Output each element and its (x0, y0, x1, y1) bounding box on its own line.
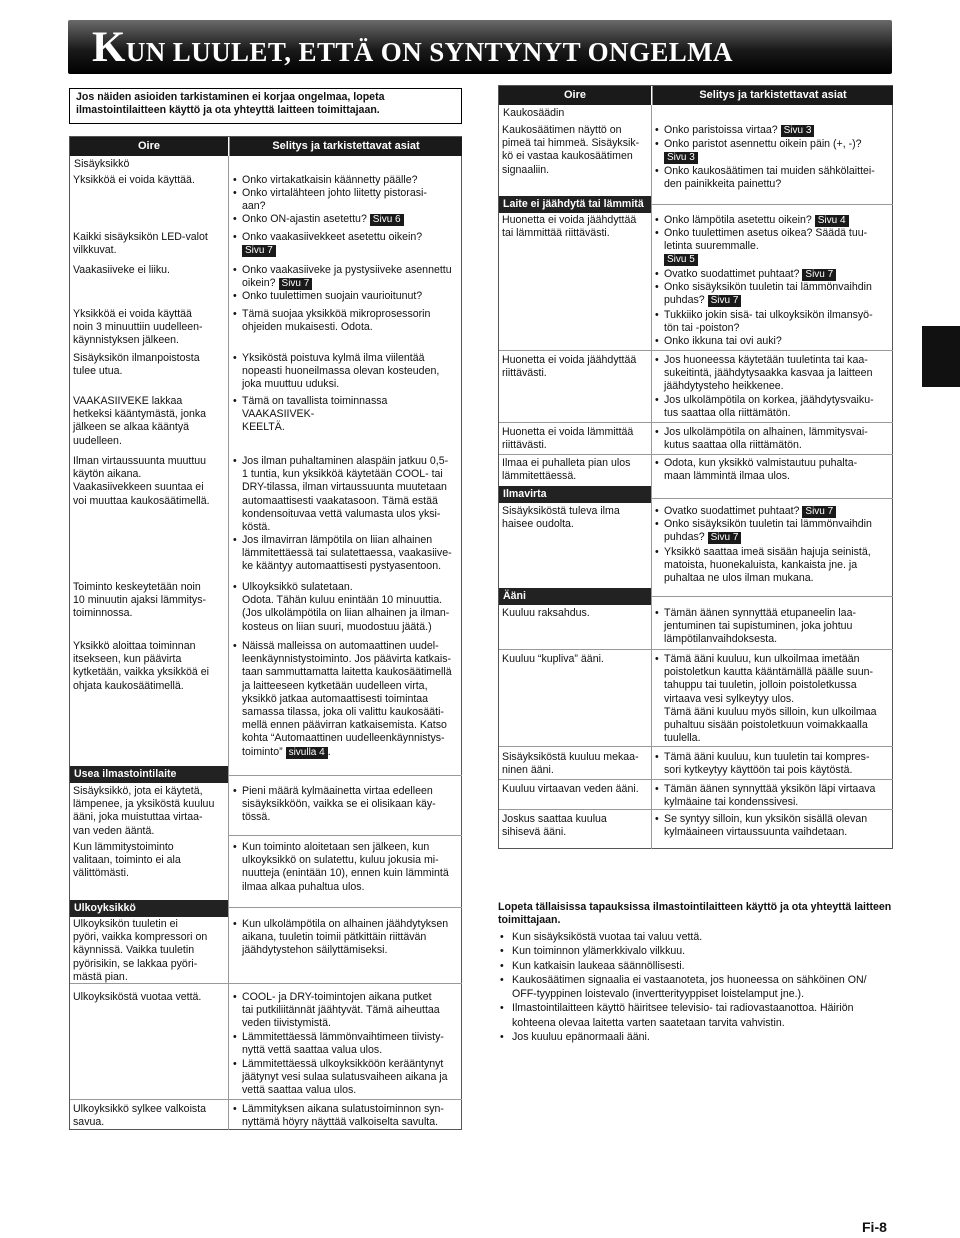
explanation: • Tämän äänen synnyttää etupaneelin laa- jentuminen tai supistuminen, joka johtuu lämpötilanvaihdoksesta. (654, 607, 856, 647)
explanation: • Onko sisäyksikön tuuletin tai lämmönvaihdin puhdas? Sivu 7 (654, 518, 872, 544)
symptom: Ulkoyksikön tuuletin ei pyöri, vaikka kompressori on käynnissä. Vaikka tuuletin pyörisikin, se lakkaa pyöri- mästä pian. (73, 918, 208, 983)
symptom: Sisäyksiköstä tuleva ilma haisee oudolta. (502, 505, 620, 531)
explanation: • Jos ulkolämpötila on korkea, jäähdytysvaiku- tus saattaa olla riittämätön. (654, 394, 874, 420)
explanation: • Jos ulkolämpötila on alhainen, lämmitysvai- kutus saattaa olla riittämätön. (654, 426, 868, 452)
list-item: • Kun katkaisin laukeaa säännöllisesti. (498, 959, 893, 973)
explanation: • Tukkiiko jokin sisä- tai ulkoyksikön ilmansyö- tön tai -poiston? (654, 309, 873, 335)
list-item: • Kun toiminnon ylämerkkivalo vilkkuu. (498, 944, 893, 958)
explanation: • Onko ikkuna tai ovi auki? (654, 335, 782, 348)
symptom: Ilman virtaussuunta muuttuu käytön aikana. Vaakasiivekkeen suuntaa ei voi muuttaa kaukosäätimellä. (73, 455, 210, 507)
page-ref: Sivu 7 (708, 532, 742, 544)
col-header-explanation: Selitys ja tarkistettavat asiat (229, 137, 462, 156)
explanation: • Lämmitettäessä lämmönvaihtimeen tiivisty- nyttä vettä saattaa valua ulos. (232, 1031, 444, 1057)
list-item: • Ilmastointilaitteen käyttö häiritsee televisio- tai radiovastaanottoa. Häiriön kohteena olevaa laitetta varten saatetaan tarvita vahvistin. (498, 1001, 893, 1030)
explanation: • Onko vaakasiiveke ja pystysiiveke asennettu oikein? Sivu 7 (232, 264, 452, 290)
col-header-symptom: Oire (499, 86, 651, 105)
symptom: Vaakasiiveke ei liiku. (73, 264, 170, 276)
symptom: Sisäyksikön ilmanpoistosta tulee utua. (73, 352, 200, 378)
symptom: Joskus saattaa kuulua sihisevä ääni. (502, 813, 607, 839)
symptom: Kaukosäätimen näyttö on pimeä tai himmeä. Sisäyksik- kö ei vastaa kaukosäätimen signaaliin. (502, 124, 640, 176)
explanation: • Onko tuulettimen suojain vaurioitunut? (232, 290, 422, 303)
explanation: • Yksiköstä poistuva kylmä ilma viilentää nopeasti huoneilmassa olevan kosteuden, joka muuttuu uduksi. (232, 352, 439, 392)
explanation: • Onko tuulettimen asetus oikea? Säädä tuu- letinta suuremmalle. Sivu 5 (654, 227, 867, 267)
explanation: • Tämä suojaa yksikköä mikroprosessorin ohjeiden mukaisesti. Odota. (232, 308, 430, 334)
symptom: VAAKASIIVEKE lakkaa hetkeksi kääntymästä, jonka jälkeen se alkaa kääntyä uudelleen. (73, 395, 207, 447)
stop-use-list (498, 930, 893, 1044)
list-item: • Jos kuuluu epänormaali ääni. (498, 1030, 893, 1044)
explanation: • Jos ilmavirran lämpötila on liian alhainen lämmitettäessä tai sulatettaessa, vaakasiive- ke kääntyy automaattisesti pystyasentoon. (232, 534, 452, 574)
explanation: • Onko vaakasiivekkeet asetettu oikein? Sivu 7 (232, 231, 422, 257)
explanation: • Tämä ääni kuuluu, kun ulkoilmaa imetään poistoletkun kautta kääntämällä päälle suun- tahuppu tai tuuletin, jolloin poistoletkussa virtaava vesi sylkeytyy ulos. (654, 653, 873, 706)
symptom: Kaikki sisäyksikön LED-valot vilkkuvat. (73, 231, 208, 257)
page-ref: sivulla 4 (286, 747, 328, 759)
section-outdoor-unit: Ulkoyksikkö (70, 900, 228, 917)
list-item: • Kaukosäätimen signaalia ei vastaanoteta, jos huoneessa on sähköinen ON/ OFF-tyyppinen loistevalo (invertterityyppiset loistelamput jne.). (498, 973, 893, 1002)
symptom: Kuuluu virtaavan veden ääni. (502, 783, 639, 795)
page-ref: Sivu 3 (664, 152, 698, 164)
intro-note: Jos näiden asioiden tarkistaminen ei korjaa ongelmaa, lopeta ilmastointilaitteen käyttö ja ota yhteyttä laitteen toimittajaan. (69, 88, 462, 124)
explanation: • Tämä on tavallista toiminnassa VAAKASIIVEK- KEELTÄ. (232, 395, 461, 435)
right-troubleshooting-table (498, 85, 893, 849)
symptom: Sisäyksikkö, jota ei käytetä, lämpenee, ja yksiköstä kuuluu ääni, joka muistuttaa virtaa- van veden ääntä. (73, 785, 215, 837)
explanation: • Onko paristoissa virtaa? Sivu 3 (654, 124, 814, 137)
explanation: • Kun toiminto aloitetaan sen jälkeen, kun ulkoyksikkö on sulatettu, kuluu jokusia mi- nuutteja (enintään 10), ennen kuin lämmintä ilmaa alkaa puhaltua ulos. (232, 841, 449, 894)
page-number: Fi-8 (862, 1219, 887, 1235)
page-ref: Sivu 7 (802, 506, 836, 518)
section-not-cooling: Laite ei jäähdytä tai lämmitä (499, 196, 651, 213)
symptom: Huonetta ei voida jäähdyttää riittävästi. (502, 354, 637, 380)
left-troubleshooting-table (69, 136, 462, 1130)
explanation: • Jos huoneessa käytetään tuuletinta tai kaa- sukeitintä, jäähdytysaakka kasvaa ja laitteen jäähdytysteho heikkenee. (654, 354, 872, 394)
section-indoor-unit: Sisäyksikkö (70, 156, 228, 173)
explanation: • Onko virtalähteen johto liitetty pistorasi- aan? (232, 187, 427, 213)
symptom: Yksikköä ei voida käyttää. (73, 174, 195, 186)
section-remote-control: Kaukosäädin (499, 105, 651, 122)
explanation: • Ulkoyksikkö sulatetaan. Odota. Tähän kuluu enintään 10 minuuttia. (Jos ulkolämpötila on liian alhainen ja ilman- kosteus on liian suuri, muodostuu jäätä.) (232, 581, 449, 634)
page-ref: Sivu 3 (781, 125, 815, 137)
section-tab-marker (922, 326, 960, 387)
explanation: • Tämän äänen synnyttää yksikön läpi virtaava kylmäaine tai kondenssivesi. (654, 783, 875, 809)
col-header-symptom: Oire (70, 137, 228, 156)
symptom: Kun lämmitystoiminto valitaan, toiminto ei ala välittömästi. (73, 841, 181, 880)
page-title: KUN LUULET, ETTÄ ON SYNTYNYT ONGELMA (92, 24, 733, 71)
symptom: Huonetta ei voida lämmittää riittävästi. (502, 426, 634, 452)
symptom: Kuuluu raksahdus. (502, 607, 590, 619)
explanation: • Kun ulkolämpötila on alhainen jäähdytyksen aikana, tuuletin toimii pätkittäin riittävän jäähdytystehon säilyttämiseksi. (232, 918, 448, 958)
symptom: Yksikkö aloittaa toiminnan itsekseen, kun päävirta kytketään, vaikka yksikköä ei ohjata kaukosäätimellä. (73, 640, 210, 692)
explanation: • Onko sisäyksikön tuuletin tai lämmönvaihdin puhdas? Sivu 7 (654, 281, 872, 307)
page-ref: Sivu 6 (370, 214, 404, 226)
explanation: • Jos ilman puhaltaminen alaspäin jatkuu 0,5- 1 tuntia, kun yksikköä käytetään COOL- tai DRY-tilassa, ilman virtaussuunta muutetaan automaattisesti vaakatasoon. Tämä estää kondensoituvaa vettä valumasta ulos yksi- köstä. (232, 455, 448, 534)
explanation: • Ovatko suodattimet puhtaat? Sivu 7 (654, 268, 836, 281)
page-ref: Sivu 7 (279, 278, 313, 290)
list-item: • Kun sisäyksiköstä vuotaa tai valuu vettä. (498, 930, 893, 944)
symptom: Yksikköä ei voida käyttää noin 3 minuuttiin uudelleen- käynnistyksen jälkeen. (73, 308, 203, 347)
page-ref: Sivu 7 (242, 245, 276, 257)
section-noise: Ääni (499, 588, 651, 605)
stop-use-heading: Lopeta tällaisissa tapauksissa ilmastointilaitteen käyttö ja ota yhteyttä laitteen toimittajaan. (498, 901, 892, 927)
explanation: • Pieni määrä kylmäainetta virtaa edelleen sisäyksikköön, vaikka se ei olisikaan käy- tössä. (232, 785, 436, 825)
explanation: • COOL- ja DRY-toimintojen aikana putket tai putkiliitännät jäähtyvät. Tämä aiheuttaa veden tiivistymistä. (232, 991, 440, 1031)
col-header-explanation: Selitys ja tarkistettavat asiat (652, 86, 893, 105)
symptom: Ilmaa ei puhalleta pian ulos lämmitettäessä. (502, 457, 631, 483)
page-ref: Sivu 7 (708, 295, 742, 307)
section-multiple-units: Usea ilmastointilaite (70, 766, 228, 783)
explanation-note: Tämä ääni kuuluu myös silloin, kun ulkoilmaa puhaltuu sisään poistoletkuun voimakkaalla tuulella. (664, 706, 877, 745)
page-ref: Sivu 4 (815, 215, 849, 227)
symptom: Toiminto keskeytetään noin 10 minuutin ajaksi lämmitys- toiminnossa. (73, 581, 207, 620)
explanation: • Onko lämpötila asetettu oikein? Sivu 4 (654, 214, 849, 227)
symptom: Huonetta ei voida jäähdyttää tai lämmittää riittävästi. (502, 214, 637, 240)
explanation: • Näissä malleissa on automaattinen uudel- leenkäynnistystoiminto. Jos päävirta katkais- taan sammuttamatta laitetta kaukosäätimellä ja laitteeseen kytketään uudelleen virta, yksikkö jatkaa automaattisesti toimintaa samassa tilassa, joka oli valittu kaukosääti- mellä ennen päävirran katkaisemista. Katso kohta “Automaattinen uudelleenkäynnistys- toiminto” sivulla 4 . (232, 640, 452, 759)
page-ref: Sivu 7 (802, 269, 836, 281)
symptom: Ulkoyksiköstä vuotaa vettä. (73, 991, 202, 1003)
explanation: • Tämä ääni kuuluu, kun tuuletin tai kompres- sori kytkeytyy käyttöön tai pois käytöstä. (654, 751, 870, 777)
explanation: • Onko ON-ajastin asetettu? Sivu 6 (232, 213, 404, 226)
explanation: • Lämmityksen aikana sulatustoiminnon syn- nyttämä höyry näyttää valkoiselta savulta. (232, 1103, 444, 1129)
explanation: • Onko paristot asennettu oikein päin (+, -)? Sivu 3 (654, 138, 862, 164)
symptom: Ulkoyksikkö sylkee valkoista savua. (73, 1103, 207, 1129)
symptom: Sisäyksiköstä kuuluu mekaa- ninen ääni. (502, 751, 639, 777)
symptom: Kuuluu “kupliva” ääni. (502, 653, 604, 665)
page-ref: Sivu 5 (664, 254, 698, 266)
explanation: • Onko virtakatkaisin käännetty päälle? (232, 174, 418, 187)
explanation: • Odota, kun yksikkö valmistautuu puhalta- maan lämmintä ilmaa ulos. (654, 457, 857, 483)
explanation: • Yksikkö saattaa imeä sisään hajuja seinistä, matoista, huonekaluista, kankaista jne. ja puhaltaa ne ulos ilman mukana. (654, 546, 871, 586)
explanation: • Ovatko suodattimet puhtaat? Sivu 7 (654, 505, 836, 518)
explanation: • Onko kaukosäätimen tai muiden sähkölaittei- den painikkeita painettu? (654, 165, 875, 191)
explanation: • Lämmitettäessä ulkoyksikköön kerääntynyt jäätynyt vesi sulaa sulatusvaiheen aikana ja vettä saattaa valua ulos. (232, 1058, 448, 1098)
explanation: • Se syntyy silloin, kun yksikön sisällä olevan kylmäaineen virtaussuunta vaihdetaan. (654, 813, 867, 839)
section-airflow: Ilmavirta (499, 486, 651, 503)
